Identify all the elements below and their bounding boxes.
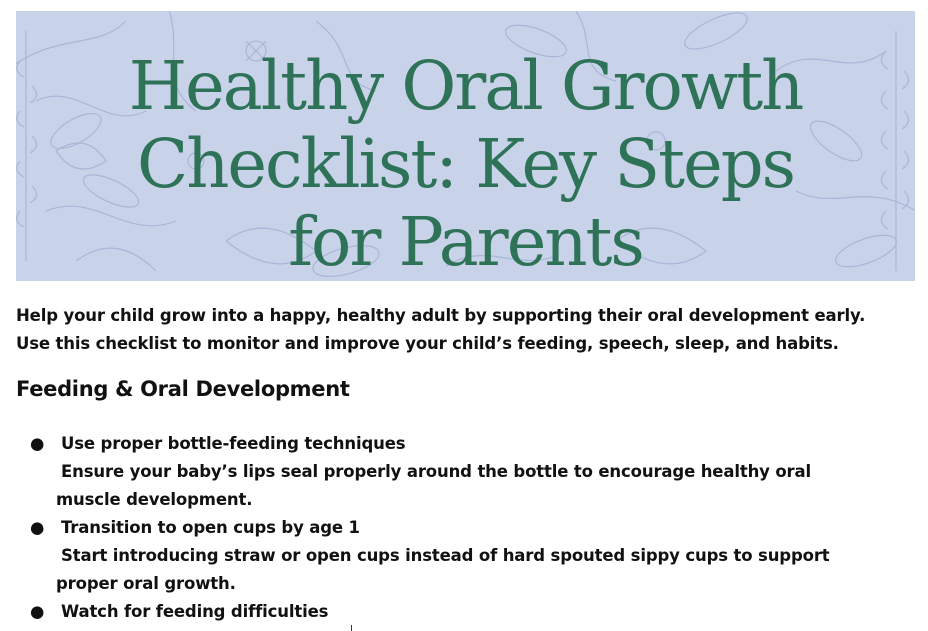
checklist — [30, 430, 910, 626]
bullet-dot-icon: ● — [30, 434, 45, 453]
item-description — [56, 458, 910, 514]
item-description-line-2: proper oral growth. — [56, 574, 236, 593]
bullet-dot-icon: ● — [30, 602, 45, 621]
intro-paragraph — [16, 302, 921, 358]
intro-line-2: Use this checklist to monitor and improve your child’s feeding, speech, sleep, and habits. — [16, 334, 839, 353]
title-banner — [16, 11, 915, 281]
list-item — [30, 514, 910, 598]
text-cursor-icon — [351, 625, 352, 631]
bullet-dot-icon: ● — [30, 518, 45, 537]
item-title: Use proper bottle-feeding techniques — [61, 434, 406, 453]
item-description — [56, 542, 910, 598]
item-title: Watch for feeding difficulties — [61, 602, 329, 621]
section-heading: Feeding & Oral Development — [16, 377, 350, 401]
list-item — [30, 598, 910, 626]
page-title — [16, 47, 915, 281]
list-item — [30, 430, 910, 514]
item-description-line-2: muscle development. — [56, 490, 253, 509]
item-description-line-1: Start introducing straw or open cups instead of hard spouted sippy cups to support — [61, 546, 830, 565]
title-line-3: for Parents — [288, 203, 643, 281]
item-title: Transition to open cups by age 1 — [61, 518, 360, 537]
item-description-line-1: Ensure your baby’s lips seal properly around the bottle to encourage healthy oral — [61, 462, 812, 481]
title-line-2: Checklist: Key Steps — [136, 125, 795, 203]
title-line-1: Healthy Oral Growth — [128, 47, 803, 125]
intro-line-1: Help your child grow into a happy, healthy adult by supporting their oral development early. — [16, 306, 866, 325]
